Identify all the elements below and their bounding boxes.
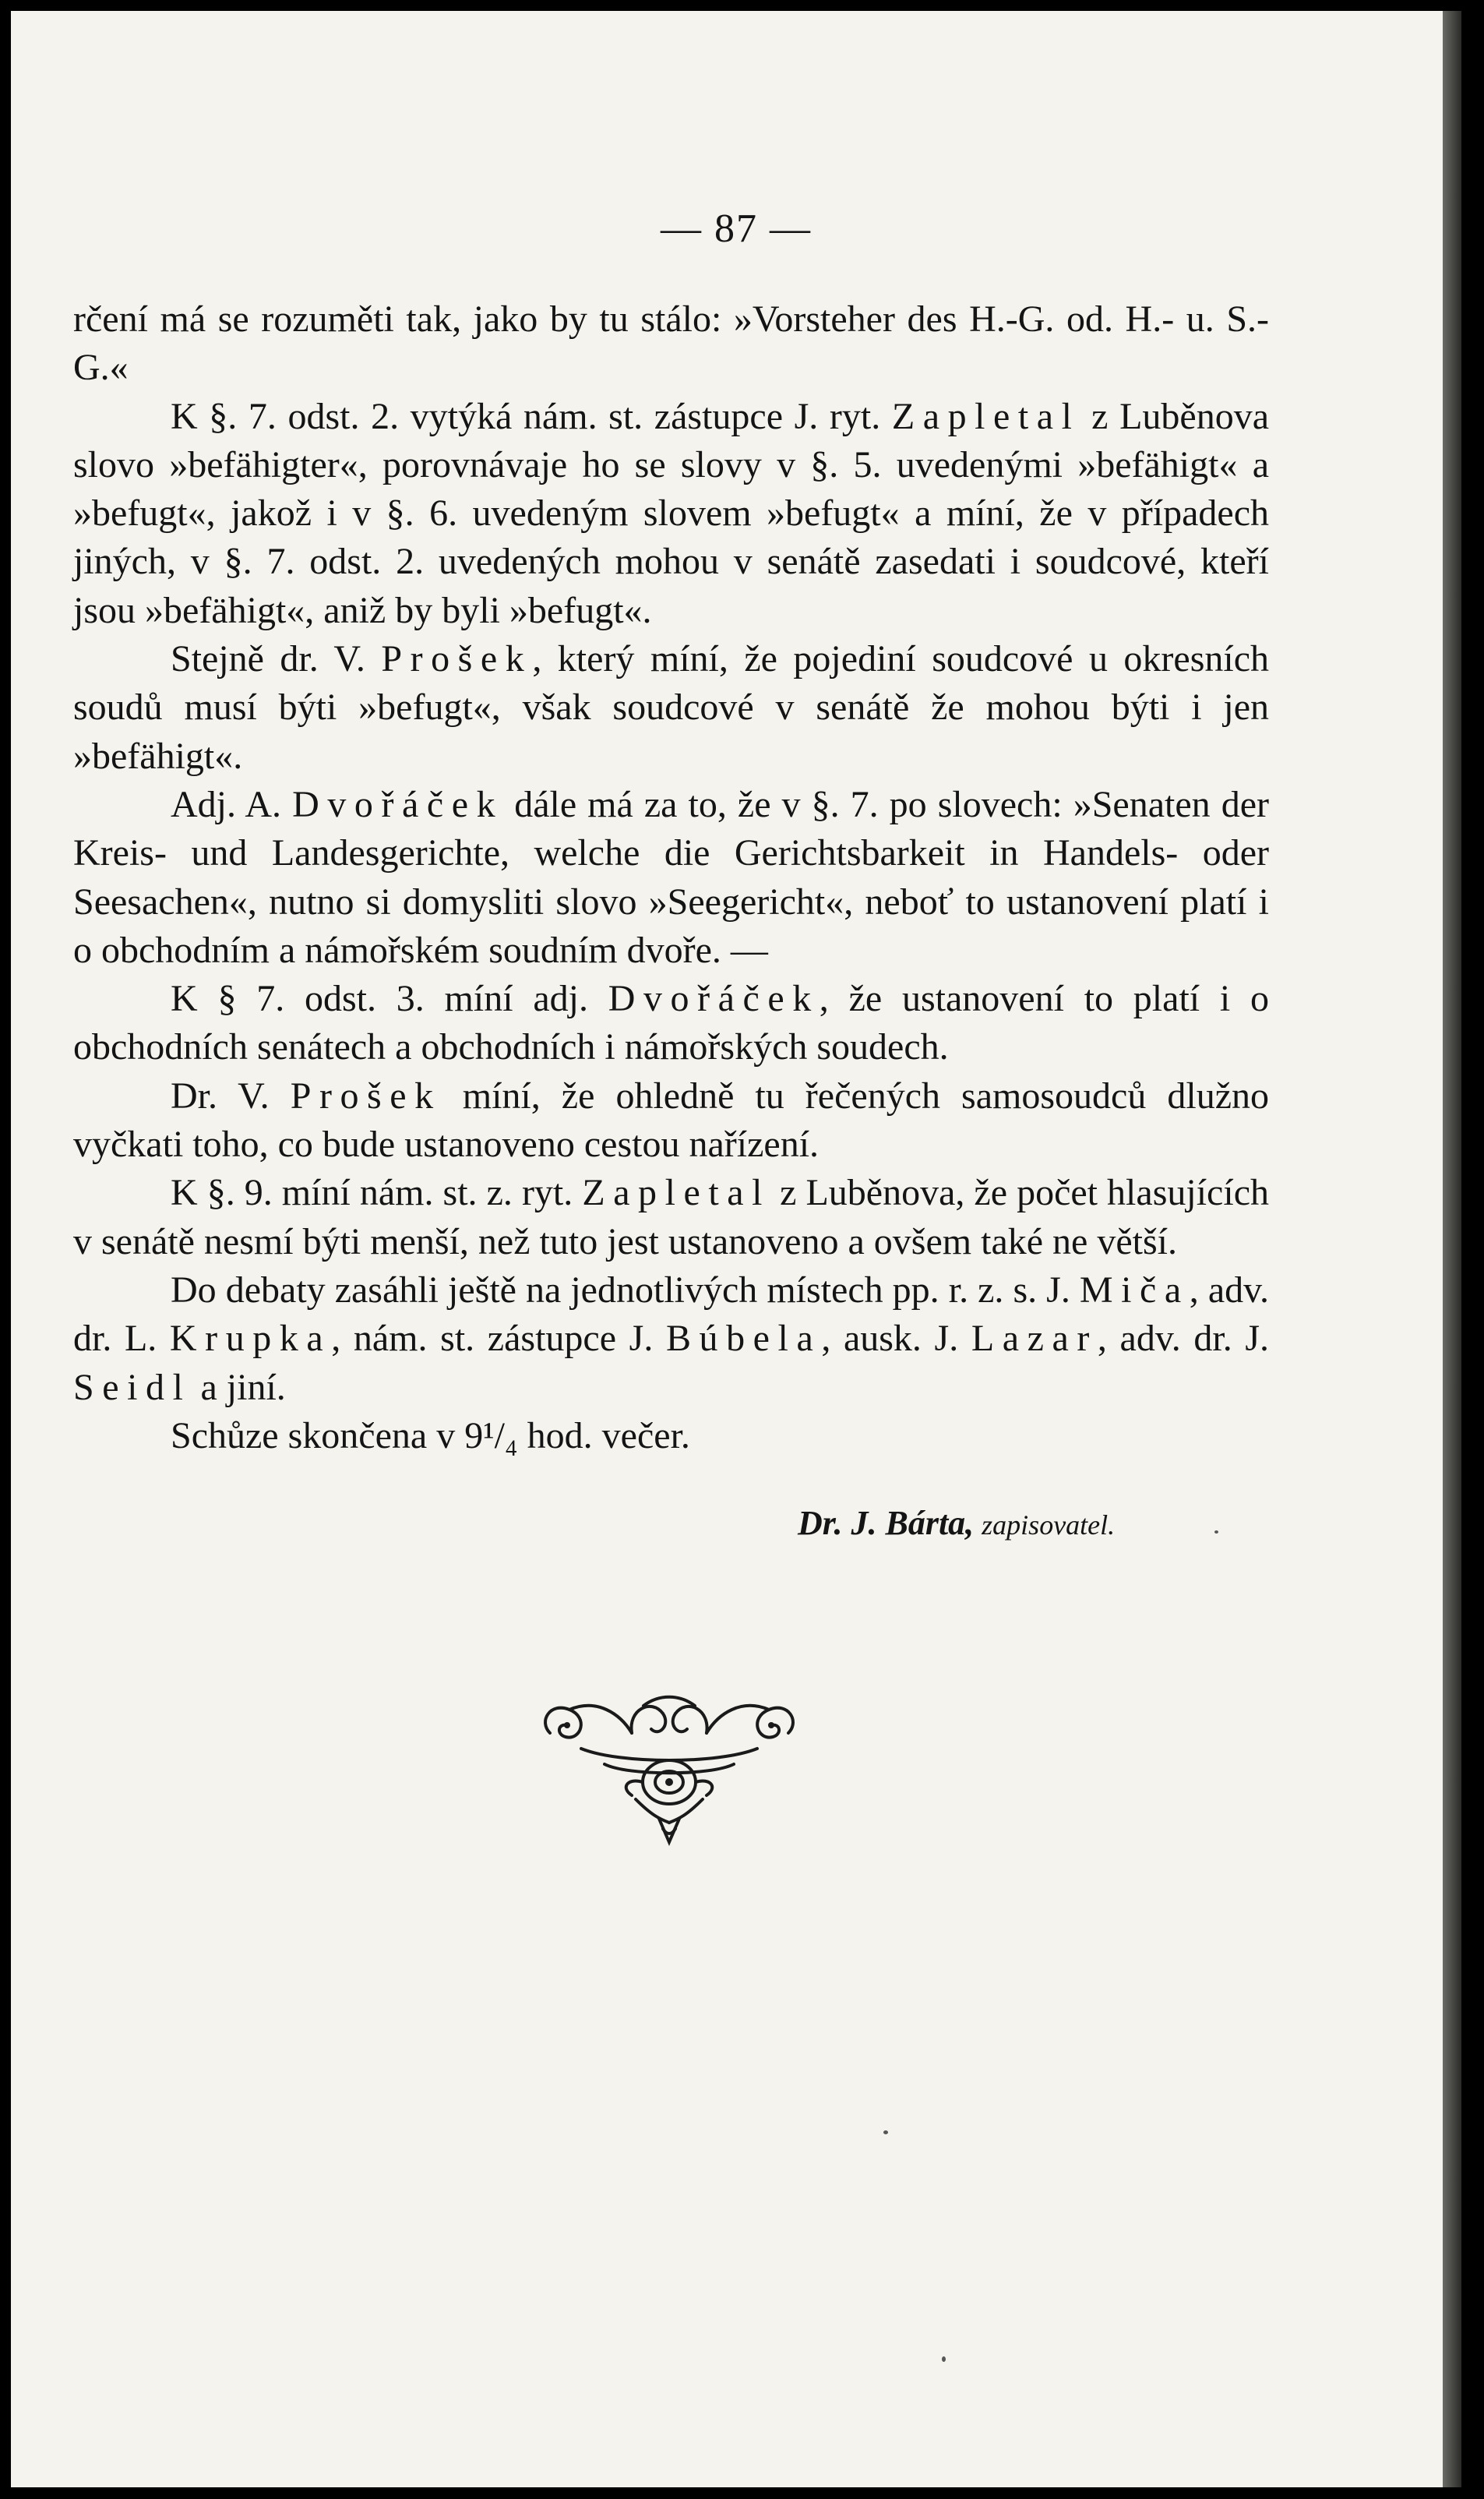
spaced-name: Miča <box>1079 1269 1190 1311</box>
paragraph-text: Dr. V. <box>171 1075 291 1117</box>
paragraph-text: dále má za to, že v §. 7. po slovech: »Senaten der Kreis- und Landesgerichte, welche die Gerichtsbarkeit in Handels- oder Seesachen«, nutno si domysliti slovo »Seegericht«, neboť to ustanovení platí i o obchodním a námořském soudním dvoře. — <box>73 783 1270 971</box>
paragraph-text: míní, že ohledně tu řečených samosoudců dlužno vyčkati toho, co bude ustanoveno cestou nařízení. <box>73 1075 1270 1166</box>
spaced-name: Krupka <box>169 1318 332 1360</box>
paragraph-9 <box>73 1412 1269 1460</box>
paragraph-6 <box>73 1072 1269 1170</box>
page-number: — 87 — <box>661 206 812 251</box>
paper-speck <box>1214 1530 1218 1534</box>
paragraph-4 <box>73 781 1269 975</box>
spaced-name: Dvořáček <box>608 978 820 1020</box>
decorative-vignette-icon <box>534 1690 804 1846</box>
paper-speck <box>883 2130 888 2134</box>
paragraph-text: Adj. A. <box>171 783 293 825</box>
paragraph-text: , ausk. J. <box>821 1318 971 1360</box>
paragraph-7 <box>73 1169 1269 1266</box>
scanned-page <box>11 11 1461 2487</box>
signature-line <box>798 1503 1281 1543</box>
paragraph-text: z Luběnova, že počet hlasujících v senátě nesmí býti menší, než tuto jest ustanoveno a ovšem také ne větší. <box>73 1172 1269 1262</box>
paper-speck <box>942 2356 946 2362</box>
paragraph-text: , nám. st. zástupce J. <box>331 1318 666 1360</box>
paragraph-text: Stejně dr. V. <box>171 638 382 680</box>
paragraph-text: z Luběnova slovo »befähigter«, porovnávaje ho se slovy v §. 5. uvedenými »befähigt« a »befugt«, jakož i v §. 6. uvedeným slovem »befugt« a míní, že v případech jiných, v §. 7. odst. 2. uvedených mohou v senátě zasedati i soudcové, kteří jsou »befähigt«, aniž by byli »befugt«. <box>73 395 1269 631</box>
spaced-name: Lazar <box>971 1318 1098 1360</box>
paragraph-text: , že ustanovení to platí i o obchodních senátech a obchodních i námořských soudech. <box>73 978 1269 1068</box>
paragraph-text: a jiní. <box>191 1366 286 1408</box>
paragraph-text: K § 7. odst. 3. míní adj. <box>171 978 608 1020</box>
spaced-name: Búbela <box>665 1318 822 1360</box>
spaced-name: Seidl <box>73 1366 192 1408</box>
paragraph-text: , který míní, že pojediní soudcové u okresních soudů musí býti »befugt«, však soudcové v senátě že mohou býti i jen »befähigt«. <box>73 638 1270 777</box>
spaced-name: Zapletal <box>891 395 1080 437</box>
paragraph-1 <box>73 295 1269 393</box>
spaced-name: Dvořáček <box>292 783 504 825</box>
paragraph-2 <box>73 393 1269 635</box>
paragraph-text: Schůze skončena v 9¹/₄ hod. večer. <box>171 1414 690 1456</box>
paragraph-text: , adv. dr. J. <box>1097 1318 1270 1360</box>
paragraph-text: rčení má se rozuměti tak, jako by tu stálo: »Vorsteher des H.-G. od. H.- u. S.-G.« <box>73 298 1269 389</box>
paragraph-text: Do debaty zasáhli ještě na jednotlivých místech pp. r. z. s. J. <box>171 1269 1080 1311</box>
paragraph-text: K §. 9. míní nám. st. z. ryt. <box>171 1172 583 1214</box>
spaced-name: Zapletal <box>582 1172 771 1214</box>
paragraph-text: K §. 7. odst. 2. vytýká nám. st. zástupce J. ryt. <box>171 395 892 437</box>
body-text <box>73 295 1269 1460</box>
signature-name: Dr. J. Bárta, <box>798 1504 975 1542</box>
spaced-name: Prošek <box>290 1075 442 1117</box>
signature-role: zapisovatel. <box>982 1509 1116 1541</box>
page-edge-shadow <box>1443 11 1461 2487</box>
paragraph-3 <box>73 635 1269 781</box>
paragraph-5 <box>73 975 1269 1072</box>
paragraph-text: , adv. dr. L. <box>73 1269 1270 1360</box>
spaced-name: Prošek <box>381 638 533 680</box>
paragraph-8 <box>73 1266 1269 1412</box>
